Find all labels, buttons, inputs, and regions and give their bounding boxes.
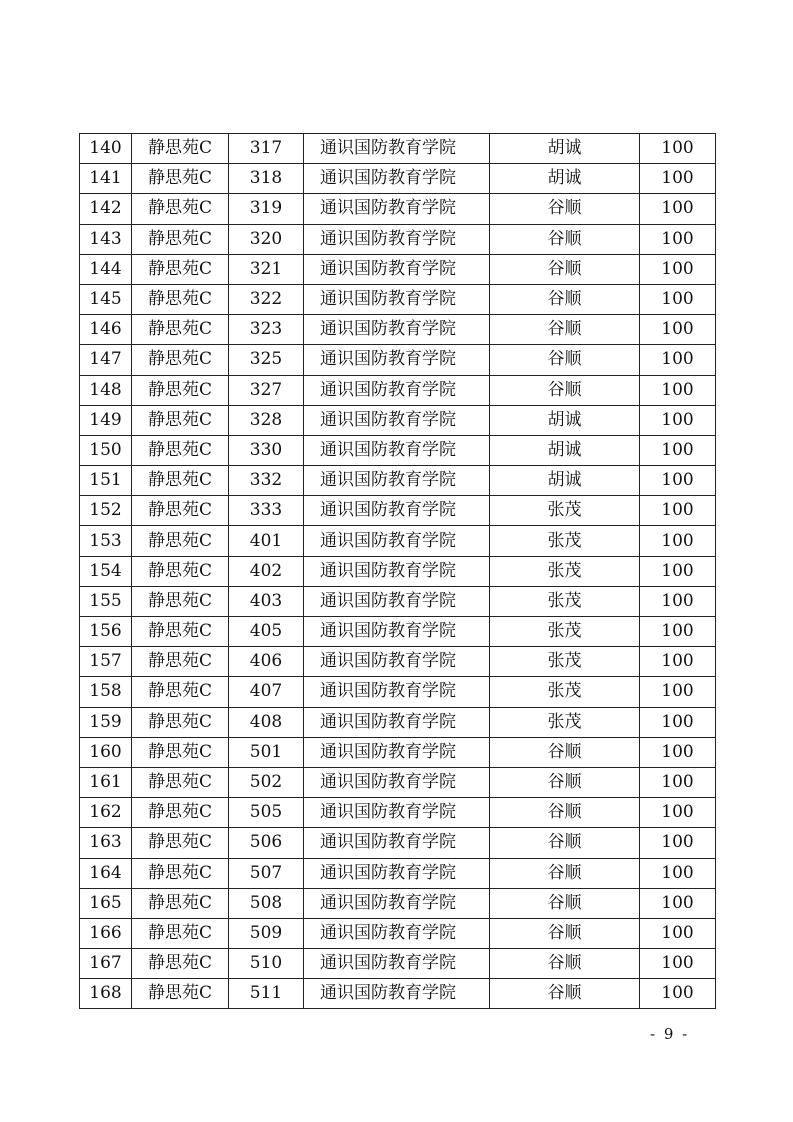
cell-inspector: 张茂 bbox=[490, 496, 640, 526]
cell-index: 152 bbox=[80, 496, 132, 526]
table-row bbox=[80, 435, 716, 465]
cell-inspector: 谷顺 bbox=[490, 737, 640, 767]
cell-room-number: 501 bbox=[229, 737, 304, 767]
cell-college: 通识国防教育学院 bbox=[304, 798, 490, 828]
cell-score: 100 bbox=[640, 617, 716, 647]
cell-college: 通识国防教育学院 bbox=[304, 979, 490, 1009]
cell-score: 100 bbox=[640, 737, 716, 767]
cell-college: 通识国防教育学院 bbox=[304, 707, 490, 737]
cell-inspector: 谷顺 bbox=[490, 888, 640, 918]
cell-score: 100 bbox=[640, 979, 716, 1009]
table-row bbox=[80, 888, 716, 918]
cell-dormitory: 静思苑C bbox=[132, 918, 229, 948]
cell-score: 100 bbox=[640, 224, 716, 254]
cell-dormitory: 静思苑C bbox=[132, 496, 229, 526]
cell-inspector: 谷顺 bbox=[490, 284, 640, 314]
cell-college: 通识国防教育学院 bbox=[304, 134, 490, 164]
cell-inspector: 谷顺 bbox=[490, 918, 640, 948]
cell-score: 100 bbox=[640, 315, 716, 345]
cell-college: 通识国防教育学院 bbox=[304, 496, 490, 526]
cell-college: 通识国防教育学院 bbox=[304, 737, 490, 767]
cell-index: 146 bbox=[80, 315, 132, 345]
cell-room-number: 322 bbox=[229, 284, 304, 314]
cell-score: 100 bbox=[640, 556, 716, 586]
cell-dormitory: 静思苑C bbox=[132, 194, 229, 224]
cell-dormitory: 静思苑C bbox=[132, 858, 229, 888]
cell-score: 100 bbox=[640, 164, 716, 194]
table-row bbox=[80, 858, 716, 888]
cell-room-number: 332 bbox=[229, 466, 304, 496]
cell-room-number: 510 bbox=[229, 949, 304, 979]
table-row bbox=[80, 828, 716, 858]
cell-college: 通识国防教育学院 bbox=[304, 858, 490, 888]
cell-room-number: 509 bbox=[229, 918, 304, 948]
cell-inspector: 胡诚 bbox=[490, 405, 640, 435]
cell-college: 通识国防教育学院 bbox=[304, 949, 490, 979]
table-row bbox=[80, 375, 716, 405]
cell-room-number: 330 bbox=[229, 435, 304, 465]
cell-college: 通识国防教育学院 bbox=[304, 194, 490, 224]
cell-dormitory: 静思苑C bbox=[132, 164, 229, 194]
page-number: - 9 - bbox=[650, 1025, 690, 1043]
cell-inspector: 张茂 bbox=[490, 617, 640, 647]
cell-dormitory: 静思苑C bbox=[132, 707, 229, 737]
cell-college: 通识国防教育学院 bbox=[304, 435, 490, 465]
cell-index: 166 bbox=[80, 918, 132, 948]
cell-dormitory: 静思苑C bbox=[132, 677, 229, 707]
table-row bbox=[80, 586, 716, 616]
cell-dormitory: 静思苑C bbox=[132, 617, 229, 647]
cell-inspector: 谷顺 bbox=[490, 375, 640, 405]
cell-inspector: 胡诚 bbox=[490, 466, 640, 496]
cell-room-number: 508 bbox=[229, 888, 304, 918]
cell-college: 通识国防教育学院 bbox=[304, 767, 490, 797]
table-row bbox=[80, 798, 716, 828]
cell-inspector: 谷顺 bbox=[490, 979, 640, 1009]
table-body bbox=[80, 134, 716, 1009]
cell-dormitory: 静思苑C bbox=[132, 375, 229, 405]
cell-college: 通识国防教育学院 bbox=[304, 647, 490, 677]
cell-score: 100 bbox=[640, 888, 716, 918]
cell-room-number: 402 bbox=[229, 556, 304, 586]
cell-dormitory: 静思苑C bbox=[132, 737, 229, 767]
cell-dormitory: 静思苑C bbox=[132, 556, 229, 586]
table-row bbox=[80, 979, 716, 1009]
cell-index: 140 bbox=[80, 134, 132, 164]
table-row bbox=[80, 767, 716, 797]
cell-index: 158 bbox=[80, 677, 132, 707]
cell-index: 145 bbox=[80, 284, 132, 314]
table-row bbox=[80, 254, 716, 284]
cell-score: 100 bbox=[640, 647, 716, 677]
cell-inspector: 谷顺 bbox=[490, 345, 640, 375]
cell-room-number: 511 bbox=[229, 979, 304, 1009]
cell-index: 165 bbox=[80, 888, 132, 918]
cell-score: 100 bbox=[640, 254, 716, 284]
cell-score: 100 bbox=[640, 194, 716, 224]
cell-dormitory: 静思苑C bbox=[132, 888, 229, 918]
cell-score: 100 bbox=[640, 707, 716, 737]
cell-index: 157 bbox=[80, 647, 132, 677]
cell-inspector: 张茂 bbox=[490, 677, 640, 707]
cell-college: 通识国防教育学院 bbox=[304, 586, 490, 616]
cell-score: 100 bbox=[640, 496, 716, 526]
cell-score: 100 bbox=[640, 586, 716, 616]
cell-room-number: 406 bbox=[229, 647, 304, 677]
table-row bbox=[80, 134, 716, 164]
cell-index: 167 bbox=[80, 949, 132, 979]
cell-room-number: 320 bbox=[229, 224, 304, 254]
cell-index: 150 bbox=[80, 435, 132, 465]
table-row bbox=[80, 224, 716, 254]
table-row bbox=[80, 556, 716, 586]
cell-room-number: 327 bbox=[229, 375, 304, 405]
table-row bbox=[80, 284, 716, 314]
cell-score: 100 bbox=[640, 284, 716, 314]
cell-college: 通识国防教育学院 bbox=[304, 284, 490, 314]
cell-index: 156 bbox=[80, 617, 132, 647]
table-row bbox=[80, 918, 716, 948]
cell-index: 153 bbox=[80, 526, 132, 556]
table-row bbox=[80, 345, 716, 375]
table-row bbox=[80, 405, 716, 435]
cell-room-number: 502 bbox=[229, 767, 304, 797]
cell-index: 147 bbox=[80, 345, 132, 375]
cell-score: 100 bbox=[640, 767, 716, 797]
cell-inspector: 胡诚 bbox=[490, 164, 640, 194]
cell-room-number: 405 bbox=[229, 617, 304, 647]
cell-score: 100 bbox=[640, 858, 716, 888]
cell-college: 通识国防教育学院 bbox=[304, 888, 490, 918]
cell-room-number: 328 bbox=[229, 405, 304, 435]
cell-inspector: 谷顺 bbox=[490, 224, 640, 254]
cell-score: 100 bbox=[640, 949, 716, 979]
cell-college: 通识国防教育学院 bbox=[304, 405, 490, 435]
cell-dormitory: 静思苑C bbox=[132, 979, 229, 1009]
cell-college: 通识国防教育学院 bbox=[304, 677, 490, 707]
cell-dormitory: 静思苑C bbox=[132, 526, 229, 556]
cell-dormitory: 静思苑C bbox=[132, 586, 229, 616]
cell-dormitory: 静思苑C bbox=[132, 345, 229, 375]
cell-dormitory: 静思苑C bbox=[132, 254, 229, 284]
table-row bbox=[80, 617, 716, 647]
cell-college: 通识国防教育学院 bbox=[304, 918, 490, 948]
cell-room-number: 319 bbox=[229, 194, 304, 224]
table-row bbox=[80, 647, 716, 677]
cell-dormitory: 静思苑C bbox=[132, 647, 229, 677]
cell-college: 通识国防教育学院 bbox=[304, 164, 490, 194]
cell-room-number: 506 bbox=[229, 828, 304, 858]
cell-score: 100 bbox=[640, 345, 716, 375]
cell-inspector: 谷顺 bbox=[490, 194, 640, 224]
cell-room-number: 333 bbox=[229, 496, 304, 526]
cell-dormitory: 静思苑C bbox=[132, 798, 229, 828]
cell-index: 168 bbox=[80, 979, 132, 1009]
cell-inspector: 张茂 bbox=[490, 647, 640, 677]
cell-index: 155 bbox=[80, 586, 132, 616]
cell-score: 100 bbox=[640, 526, 716, 556]
cell-index: 143 bbox=[80, 224, 132, 254]
cell-index: 164 bbox=[80, 858, 132, 888]
cell-index: 148 bbox=[80, 375, 132, 405]
table-row bbox=[80, 707, 716, 737]
cell-room-number: 505 bbox=[229, 798, 304, 828]
cell-index: 162 bbox=[80, 798, 132, 828]
cell-dormitory: 静思苑C bbox=[132, 405, 229, 435]
cell-index: 160 bbox=[80, 737, 132, 767]
cell-room-number: 408 bbox=[229, 707, 304, 737]
cell-index: 161 bbox=[80, 767, 132, 797]
cell-room-number: 401 bbox=[229, 526, 304, 556]
cell-dormitory: 静思苑C bbox=[132, 315, 229, 345]
cell-score: 100 bbox=[640, 435, 716, 465]
cell-inspector: 张茂 bbox=[490, 526, 640, 556]
table-row bbox=[80, 315, 716, 345]
cell-dormitory: 静思苑C bbox=[132, 767, 229, 797]
cell-room-number: 318 bbox=[229, 164, 304, 194]
cell-room-number: 317 bbox=[229, 134, 304, 164]
cell-dormitory: 静思苑C bbox=[132, 466, 229, 496]
cell-score: 100 bbox=[640, 798, 716, 828]
table-row bbox=[80, 496, 716, 526]
table-row bbox=[80, 466, 716, 496]
cell-college: 通识国防教育学院 bbox=[304, 466, 490, 496]
cell-index: 163 bbox=[80, 828, 132, 858]
cell-inspector: 谷顺 bbox=[490, 828, 640, 858]
table-row bbox=[80, 949, 716, 979]
cell-college: 通识国防教育学院 bbox=[304, 556, 490, 586]
table-row bbox=[80, 677, 716, 707]
cell-dormitory: 静思苑C bbox=[132, 949, 229, 979]
cell-index: 151 bbox=[80, 466, 132, 496]
cell-dormitory: 静思苑C bbox=[132, 435, 229, 465]
cell-college: 通识国防教育学院 bbox=[304, 315, 490, 345]
cell-room-number: 325 bbox=[229, 345, 304, 375]
cell-inspector: 胡诚 bbox=[490, 435, 640, 465]
cell-inspector: 谷顺 bbox=[490, 254, 640, 284]
cell-score: 100 bbox=[640, 134, 716, 164]
cell-index: 159 bbox=[80, 707, 132, 737]
cell-room-number: 321 bbox=[229, 254, 304, 284]
cell-college: 通识国防教育学院 bbox=[304, 617, 490, 647]
cell-college: 通识国防教育学院 bbox=[304, 828, 490, 858]
cell-college: 通识国防教育学院 bbox=[304, 345, 490, 375]
table-row bbox=[80, 194, 716, 224]
cell-inspector: 张茂 bbox=[490, 556, 640, 586]
cell-college: 通识国防教育学院 bbox=[304, 224, 490, 254]
cell-inspector: 张茂 bbox=[490, 586, 640, 616]
cell-room-number: 323 bbox=[229, 315, 304, 345]
cell-inspector: 胡诚 bbox=[490, 134, 640, 164]
dormitory-score-table bbox=[79, 133, 716, 1009]
cell-inspector: 谷顺 bbox=[490, 315, 640, 345]
cell-index: 154 bbox=[80, 556, 132, 586]
cell-score: 100 bbox=[640, 405, 716, 435]
cell-index: 144 bbox=[80, 254, 132, 284]
cell-inspector: 谷顺 bbox=[490, 798, 640, 828]
cell-score: 100 bbox=[640, 375, 716, 405]
table-row bbox=[80, 737, 716, 767]
cell-dormitory: 静思苑C bbox=[132, 134, 229, 164]
cell-score: 100 bbox=[640, 466, 716, 496]
table-row bbox=[80, 164, 716, 194]
cell-room-number: 403 bbox=[229, 586, 304, 616]
cell-inspector: 谷顺 bbox=[490, 949, 640, 979]
cell-score: 100 bbox=[640, 828, 716, 858]
cell-index: 142 bbox=[80, 194, 132, 224]
cell-score: 100 bbox=[640, 677, 716, 707]
cell-college: 通识国防教育学院 bbox=[304, 526, 490, 556]
cell-room-number: 407 bbox=[229, 677, 304, 707]
cell-dormitory: 静思苑C bbox=[132, 828, 229, 858]
cell-inspector: 张茂 bbox=[490, 707, 640, 737]
cell-college: 通识国防教育学院 bbox=[304, 254, 490, 284]
cell-dormitory: 静思苑C bbox=[132, 284, 229, 314]
cell-score: 100 bbox=[640, 918, 716, 948]
cell-index: 141 bbox=[80, 164, 132, 194]
cell-room-number: 507 bbox=[229, 858, 304, 888]
cell-inspector: 谷顺 bbox=[490, 767, 640, 797]
cell-inspector: 谷顺 bbox=[490, 858, 640, 888]
cell-dormitory: 静思苑C bbox=[132, 224, 229, 254]
table-row bbox=[80, 526, 716, 556]
cell-index: 149 bbox=[80, 405, 132, 435]
cell-college: 通识国防教育学院 bbox=[304, 375, 490, 405]
